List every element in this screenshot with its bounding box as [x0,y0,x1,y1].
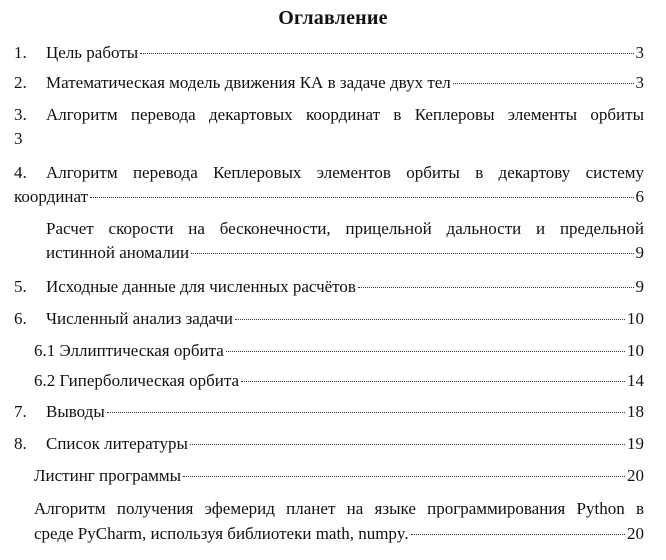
toc-entry-number: 4. [14,163,27,182]
toc-entry-row [34,340,644,362]
toc-entry-text-line1: Алгоритм перевода декартовых координат в Кеплеровы элементы орбиты [46,105,644,124]
toc-entry-number: 1. [14,43,27,62]
toc-entry-page: 3 [635,73,644,92]
toc-entry-text: Численный анализ задачи [46,309,233,328]
toc-entry-row [46,308,644,330]
toc-entry-page: 20 [627,524,644,543]
dot-leader [241,381,625,382]
toc-entry-text: 6.1 Эллиптическая орбита [34,341,224,360]
toc-entry-row [46,401,644,423]
toc-entry-number: 5. [14,277,27,296]
toc-entry-number: 2. [14,73,27,92]
dot-leader [140,53,633,54]
toc-entry-text-line2: истинной аномалии [46,243,190,262]
toc-entry-row [46,242,644,264]
toc-entry-row [34,523,644,545]
toc-entry-page: 9 [635,277,644,296]
toc-entry-page: 18 [627,402,644,421]
toc-title: Оглавление [278,7,388,29]
toc-entry-number: 6. [14,309,27,328]
toc-entry-page: 6 [635,187,644,206]
toc-entry-row [46,42,644,64]
toc-entry-text-line1: Алгоритм получения эфемерид планет на языке программирования Python в [34,499,644,518]
dot-leader [183,476,625,477]
toc-entry-number: 7. [14,402,27,421]
dot-leader [235,319,625,320]
toc-entry-page: 10 [627,309,644,328]
toc-entry-page: 19 [627,434,644,453]
toc-entry-row [46,72,644,94]
dot-leader [358,287,634,288]
dot-leader [226,351,625,352]
toc-entry-text: Список литературы [46,434,188,453]
toc-entry-text: Цель работы [46,43,139,62]
toc-entry-page: 10 [627,341,644,360]
toc-entry-text-line1: Алгоритм перевода Кеплеровых элементов орбиты в декартову систему [46,163,644,182]
toc-entry-row [34,465,644,487]
toc-entry-text-line1: Расчет скорости на бесконечности, прицельной дальности и предельной [46,219,644,238]
toc-entry-text-line2: 3 [14,129,23,148]
toc-entry-number: 3. [14,105,27,124]
dot-leader [190,444,625,445]
toc-entry-text-line2: среде PyCharm, используя библиотеки math, numpy. [34,524,409,543]
dot-leader [90,197,633,198]
toc-entry-row [14,186,644,208]
toc-entry-page: 20 [627,466,644,485]
toc-entry-text: Выводы [46,402,105,421]
toc-entry-text: Листинг программы [34,466,182,485]
toc-entry-row [46,433,644,455]
toc-entry-page: 9 [635,243,644,262]
dot-leader [107,412,625,413]
toc-entry-page: 3 [635,43,644,62]
toc-entry-text: 6.2 Гиперболическая орбита [34,371,240,390]
toc-entry-row [46,276,644,298]
toc-entry-page: 14 [627,371,644,390]
dot-leader [411,534,625,535]
toc-entry-number: 8. [14,434,27,453]
toc-entry-row [34,370,644,392]
toc-entry-text-line2: координат [14,187,89,206]
toc-entry-text: Исходные данные для численных расчётов [46,277,356,296]
toc-entry-text: Математическая модель движения КА в задаче двух тел [46,73,451,92]
dot-leader [453,83,634,84]
dot-leader [191,253,633,254]
